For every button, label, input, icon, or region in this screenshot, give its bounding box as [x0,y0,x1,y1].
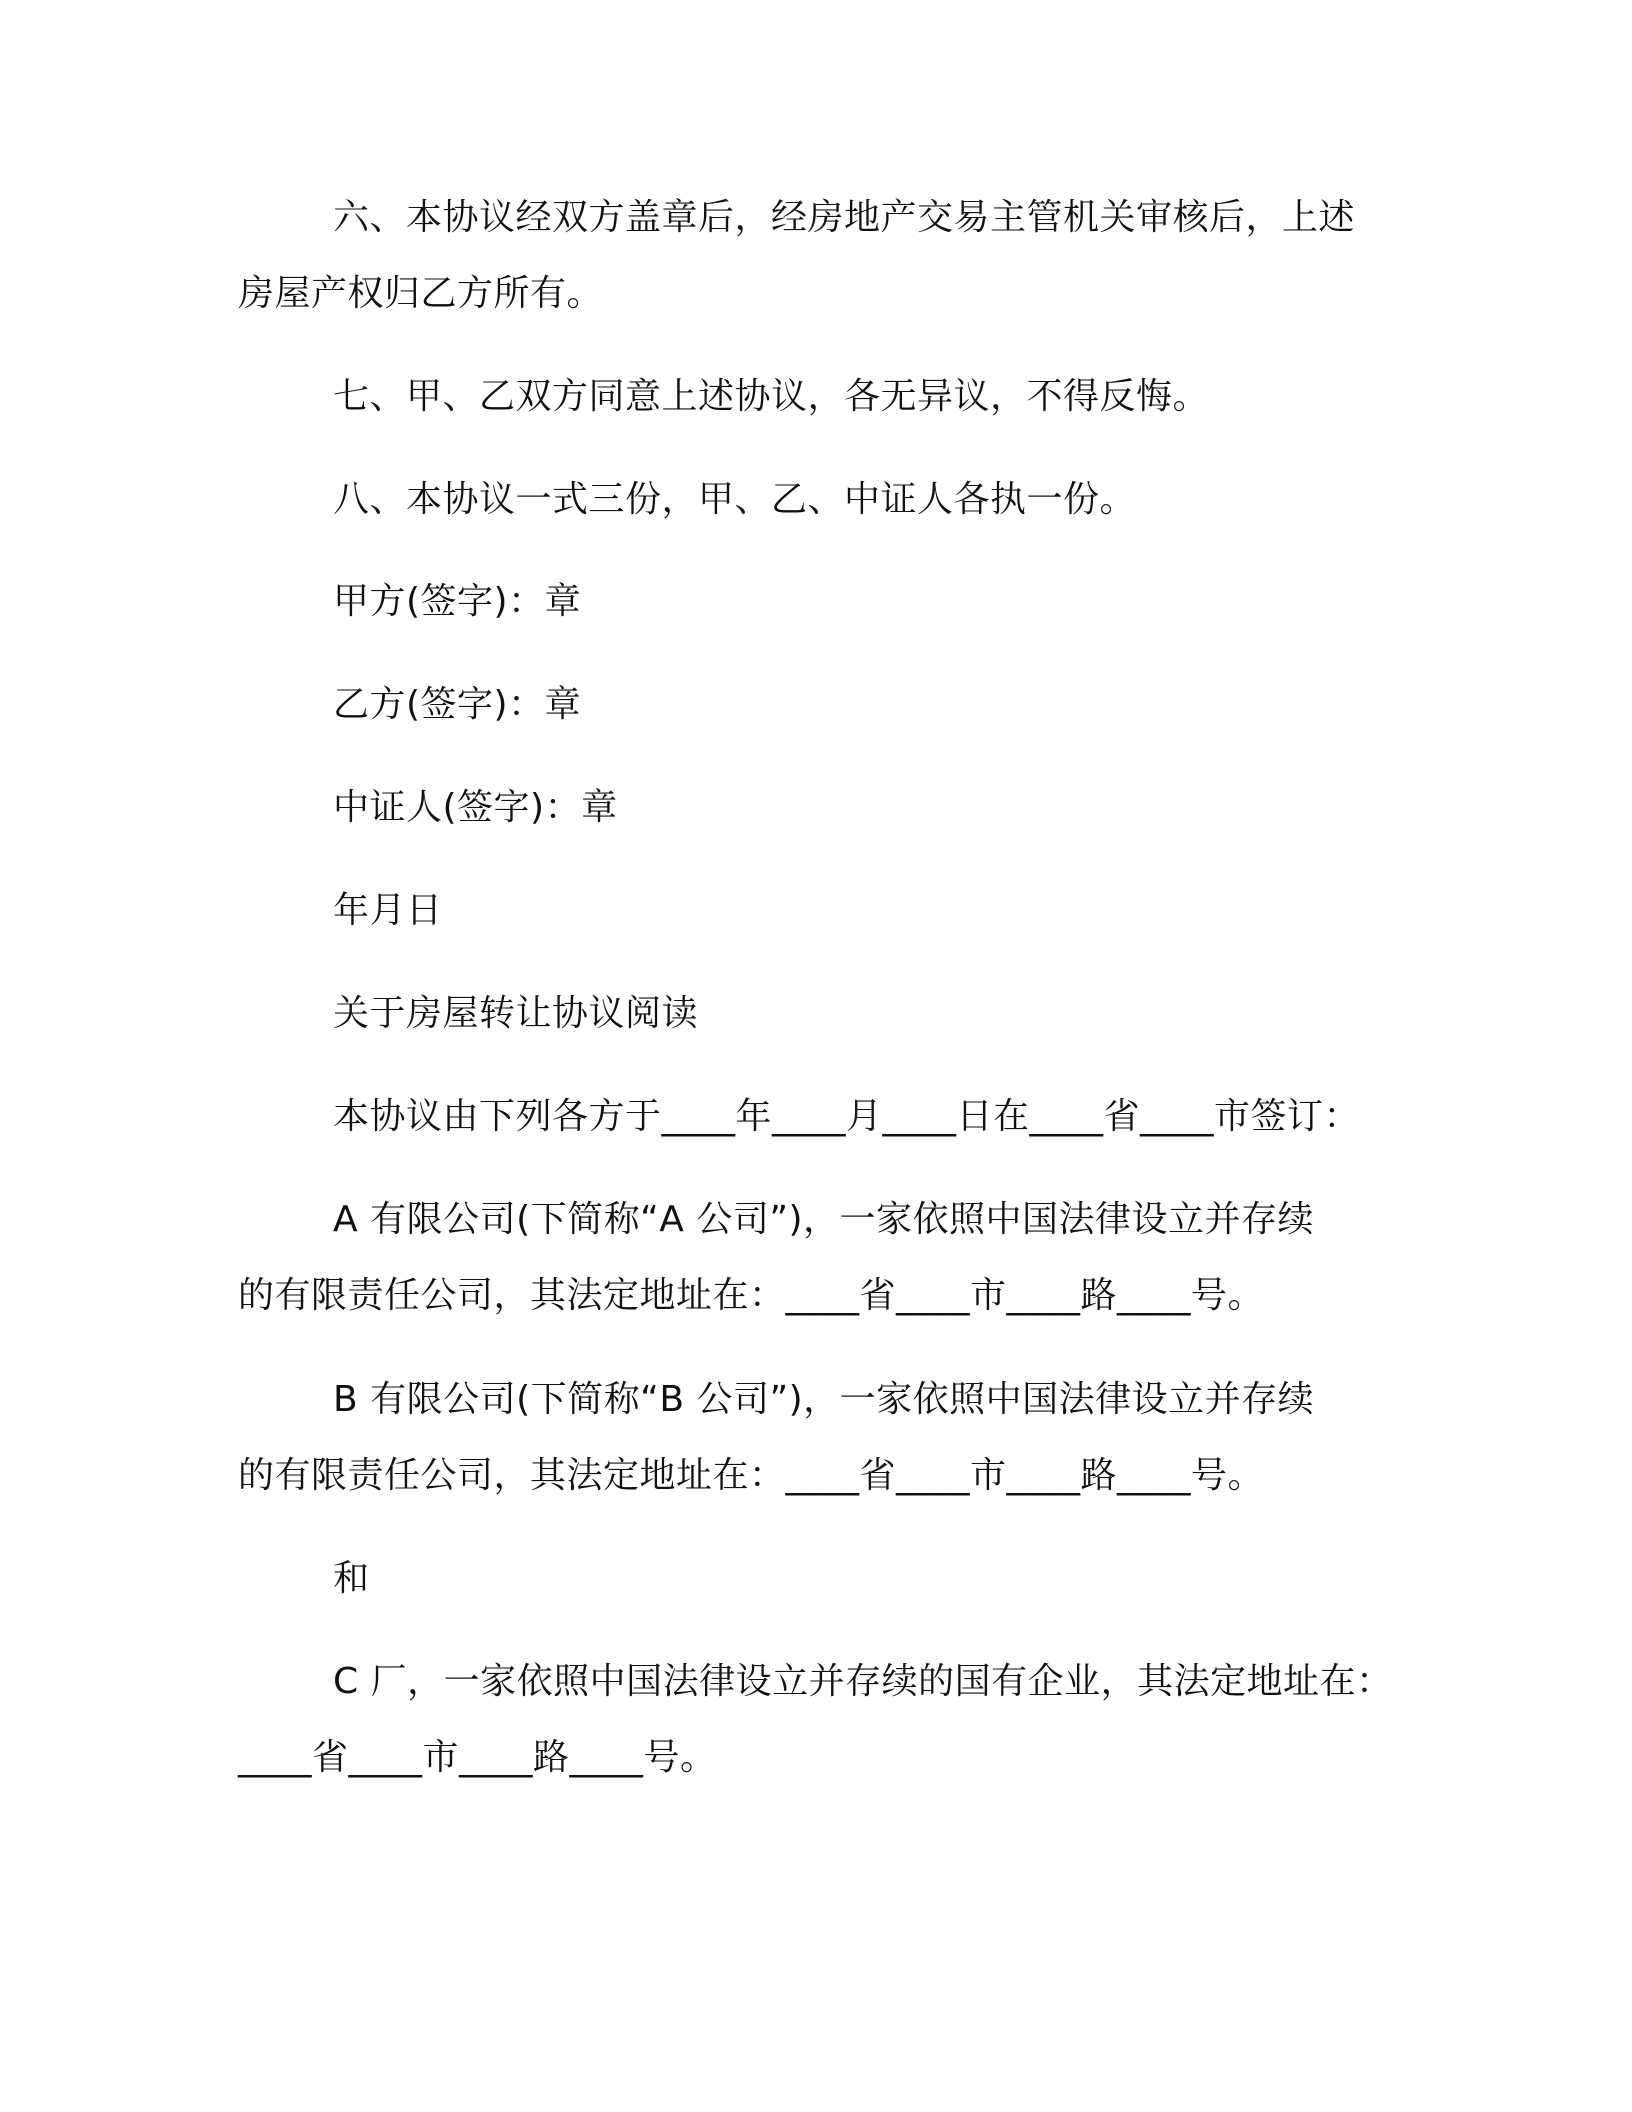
date-line: 年月日 [333,890,443,931]
clause-6-line-1: 六、本协议经双方盖章后，经房地产交易主管机关审核后，上述 [333,197,1356,238]
conjunction-and: 和 [333,1558,370,1599]
clause-8: 八、本协议一式三份，甲、乙、中证人各执一份。 [333,479,1137,520]
section-title: 关于房屋转让协议阅读 [333,993,699,1034]
company-b-line-1: B 有限公司(下简称“B 公司”)，一家依照中国法律设立并存续 [333,1379,1315,1420]
company-b-line-2: 的有限责任公司，其法定地址在：____省____市____路____号。 [238,1455,1265,1496]
clause-6-line-2: 房屋产权归乙方所有。 [238,273,604,314]
company-a-line-1: A 有限公司(下简称“A 公司”)，一家依照中国法律设立并存续 [333,1199,1315,1240]
clause-7: 七、甲、乙双方同意上述协议，各无异议，不得反悔。 [333,376,1210,417]
factory-c-line-2: ____省____市____路____号。 [238,1737,717,1778]
witness-signature: 中证人(签字)：章 [333,787,618,828]
factory-c-line-1: C 厂，一家依照中国法律设立并存续的国有企业，其法定地址在： [333,1661,1393,1702]
party-b-signature: 乙方(签字)：章 [333,684,582,725]
company-a-line-2: 的有限责任公司，其法定地址在：____省____市____路____号。 [238,1275,1265,1316]
party-a-signature: 甲方(签字)：章 [333,581,582,622]
agreement-intro: 本协议由下列各方于____年____月____日在____省____市签订： [333,1096,1361,1137]
